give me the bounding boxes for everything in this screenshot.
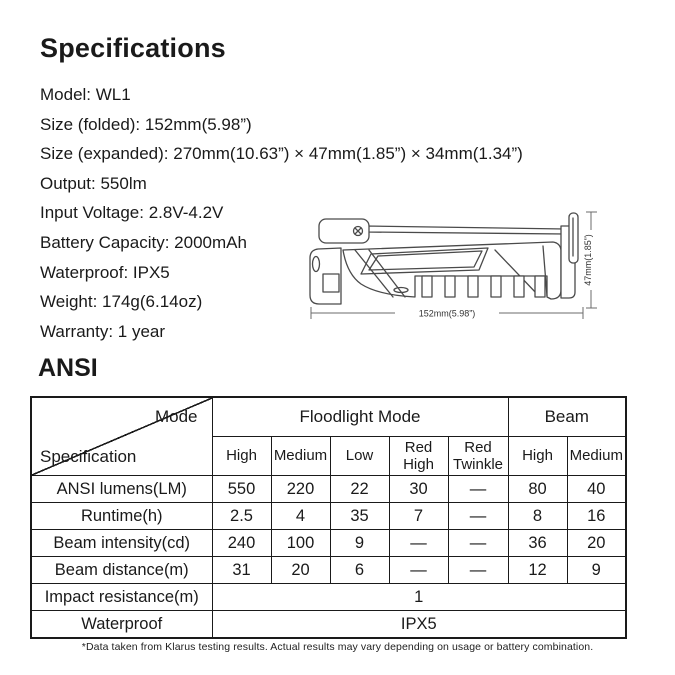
cell: 30 xyxy=(389,476,448,503)
corner-label-specification: Specification xyxy=(40,447,137,466)
row-label: Beam distance(m) xyxy=(31,557,212,584)
table-row-beam-distance xyxy=(31,557,626,584)
length-dimension-label: 152mm(5.98”) xyxy=(418,308,476,319)
cell: 550 xyxy=(212,476,271,503)
product-line-drawing xyxy=(303,198,638,330)
col-header-beam-medium: Medium xyxy=(567,437,626,476)
cell: 9 xyxy=(330,530,389,557)
height-dimension-label: 47mm(1.85”) xyxy=(583,234,593,286)
spec-line-battery-capacity: Battery Capacity: 2000mAh xyxy=(40,232,247,252)
cell: 8 xyxy=(508,503,567,530)
row-label: ANSI lumens(LM) xyxy=(31,476,212,503)
cell-span: 1 xyxy=(212,584,626,611)
spec-line-waterproof: Waterproof: IPX5 xyxy=(40,262,170,282)
col-header-beam-high: High xyxy=(508,437,567,476)
cell: 31 xyxy=(212,557,271,584)
cell: 12 xyxy=(508,557,567,584)
cell: 4 xyxy=(271,503,330,530)
cell-span: IPX5 xyxy=(212,611,626,639)
table-corner-cell xyxy=(31,397,212,476)
ansi-table xyxy=(30,396,627,639)
cell: 16 xyxy=(567,503,626,530)
cell: 220 xyxy=(271,476,330,503)
cell: 35 xyxy=(330,503,389,530)
row-label: Beam intensity(cd) xyxy=(31,530,212,557)
cell: 22 xyxy=(330,476,389,503)
col-header-flood-high: High xyxy=(212,437,271,476)
col-header-flood-low: Low xyxy=(330,437,389,476)
cell: 40 xyxy=(567,476,626,503)
table-row-runtime xyxy=(31,503,626,530)
spec-line-size-expanded: Size (expanded): 270mm(10.63”) × 47mm(1.85”) × 34mm(1.34”) xyxy=(40,144,523,164)
cell: 9 xyxy=(567,557,626,584)
table-row-beam-intensity xyxy=(31,530,626,557)
rail-outline xyxy=(365,226,565,234)
row-label: Impact resistance(m) xyxy=(31,584,212,611)
spec-line-warranty: Warranty: 1 year xyxy=(40,321,166,341)
cell: 20 xyxy=(271,557,330,584)
table-row-waterproof xyxy=(31,611,626,639)
table-row-lumens xyxy=(31,476,626,503)
cell: 20 xyxy=(567,530,626,557)
cell: 100 xyxy=(271,530,330,557)
footnote: *Data taken from Klarus testing results. Actual results may vary depending on usage or battery combination. xyxy=(81,641,594,653)
spec-line-output: Output: 550lm xyxy=(40,173,147,193)
table-row-impact-resistance xyxy=(31,584,626,611)
cell: 240 xyxy=(212,530,271,557)
cell: — xyxy=(448,557,508,584)
corner-label-mode: Mode xyxy=(154,407,198,426)
row-label: Waterproof xyxy=(31,611,212,639)
cell: 6 xyxy=(330,557,389,584)
length-dimension xyxy=(311,307,583,319)
spec-line-weight: Weight: 174g(6.14oz) xyxy=(40,292,203,312)
spec-line-input-voltage: Input Voltage: 2.8V-4.2V xyxy=(40,203,224,223)
cell: 2.5 xyxy=(212,503,271,530)
cell: — xyxy=(448,503,508,530)
vent-slats xyxy=(422,276,545,297)
column-group-floodlight-mode: Floodlight Mode xyxy=(212,397,508,437)
cell: 80 xyxy=(508,476,567,503)
cell: — xyxy=(389,530,448,557)
cell: — xyxy=(448,476,508,503)
height-dimension xyxy=(583,212,597,308)
ansi-title: ANSI xyxy=(38,354,98,382)
col-header-flood-medium: Medium xyxy=(271,437,330,476)
col-header-red-high: Red High xyxy=(389,437,448,476)
row-label: Runtime(h) xyxy=(31,503,212,530)
spec-line-size-folded: Size (folded): 152mm(5.98”) xyxy=(40,114,252,134)
hinge-block xyxy=(319,219,369,243)
page-title: Specifications xyxy=(40,33,226,63)
cell: — xyxy=(389,557,448,584)
col-header-red-twinkle: Red Twinkle xyxy=(448,437,508,476)
column-group-beam: Beam xyxy=(508,397,626,437)
cell: 7 xyxy=(389,503,448,530)
cell: 36 xyxy=(508,530,567,557)
spec-line-model: Model: WL1 xyxy=(40,85,131,104)
cell: — xyxy=(448,530,508,557)
